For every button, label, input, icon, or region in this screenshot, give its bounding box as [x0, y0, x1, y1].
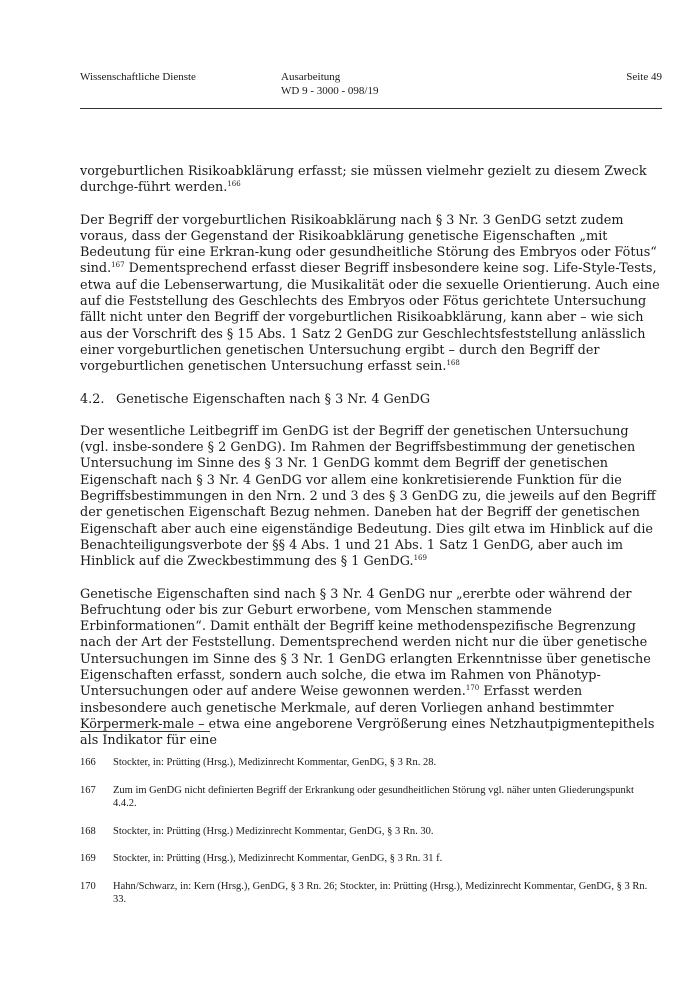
body-paragraph — [80, 164, 660, 197]
body-paragraph — [80, 587, 660, 750]
footnote-text: Hahn/Schwarz, in: Kern (Hrsg.), GenDG, § 3 Rn. 26; Stockter, in: Prütting (Hrsg.), Medizinrecht Kommentar, GenDG, § 3 Rn. 33. — [113, 880, 648, 905]
page-number: Seite 49 — [626, 71, 662, 83]
footnote-number: 167 — [80, 784, 96, 796]
footnote-number: 170 — [80, 880, 96, 892]
section-number: 4.2. — [80, 391, 105, 407]
paragraph-text: Der Begriff der vorgeburtlichen Risikoabklärung nach § 3 Nr. 3 GenDG setzt zudem voraus, dass der Gegenstand der Risikoabklärung genetische Eigenschaften „mit Bedeutung für eine Erkran-kung oder gesundheitliche Störung des Embryos oder Fötus“ sind. — [80, 212, 657, 277]
paragraph-text: Erfasst werden insbesondere auch genetische Merkmale, auf deren Vorliegen anhand bestimmter Körpermerk-male – etwa eine angeborene Vergrößerung eines Netzhautpigmentepithels als Indikator für eine — [80, 684, 655, 749]
footnote-item — [80, 880, 660, 907]
paragraph-text: vorgeburtlichen Risikoabklärung erfasst; sie müssen vielmehr gezielt zu diesem Zweck durchge-führt werden. — [80, 164, 647, 196]
footnote-item — [80, 756, 660, 770]
footnote-ref[interactable]: 170 — [465, 684, 480, 693]
paragraph-text: Genetische Eigenschaften sind nach § 3 Nr. 4 GenDG nur „ererbte oder während der Befruchtung oder bis zur Geburt erworbene, vom Menschen stammende Erbinformationen“. Damit enthält der Begriff keine methodenspezifische Begrenzung nach der Art der Feststellung. Dementsprechend werden nicht nur die über genetische Untersuchungen im Sinne des § 3 Nr. 1 GenDG erlangten Erkenntnisse über genetische Eigenschaften erfasst, sondern auch solche, die etwa im Rahmen von Phänotyp-Untersuchungen oder auf andere Weise gewonnen werden. — [80, 586, 651, 700]
footnote-ref[interactable]: 168 — [446, 359, 460, 368]
footnote-divider — [80, 731, 210, 732]
footnote-item — [80, 784, 660, 811]
footnote-ref[interactable]: 166 — [227, 180, 241, 189]
paragraph-text: Dementsprechend erfasst dieser Begriff insbesondere keine sog. Life-Style-Tests, etwa auf die Lebenserwartung, die Musikalität oder die sexuelle Orientierung. Auch eine auf die Feststellung des Geschlechts des Embryos oder Fötus gerichtete Untersuchung fällt nicht unter den Begriff der vorgeburtlichen Risikoabklärung, kann aber – wie sich aus der Vorschrift des § 15 Abs. 1 Satz 2 GenDG zur Geschlechtsfeststellung anlässlich einer vorgeburtlichen genetischen Untersuchung ergibt – durch den Begriff der vorgeburtlichen genetischen Untersuchung erfasst sein. — [80, 261, 660, 375]
body-paragraph — [80, 213, 660, 376]
footnote-ref[interactable]: 167 — [111, 261, 125, 270]
paragraph-text: Der wesentliche Leitbegriff im GenDG ist der Begriff der genetischen Untersuchung (vgl. insbe-sondere § 2 GenDG). Im Rahmen der Begriffsbestimmung der genetischen Untersuchung im Sinne des § 3 Nr. 1 GenDG kommt dem Begriff der genetischen Eigenschaft nach § 3 Nr. 4 GenDG vor allem eine konkretisierende Funktion für die Begriffsbestimmungen in den Nrn. 2 und 3 des § 3 GenDG zu, die jeweils auf den Begriff der genetischen Eigenschaft Bezug nehmen. Daneben hat der Begriff der genetischen Eigenschaft aber auch eine eigenständige Bedeutung. Dies gilt etwa im Hinblick auf die Benachteiligungsverbote der §§ 4 Abs. 1 und 21 Abs. 1 Satz 1 GenDG, aber auch im Hinblick auf die Zweckbestimmung des § 1 GenDG. — [80, 423, 656, 570]
document-body — [80, 164, 660, 766]
footnote-ref[interactable]: 169 — [413, 554, 427, 563]
footnote-text: Zum im GenDG nicht definierten Begriff der Erkrankung oder gesundheitlichen Störung vgl. näher unten Gliederungspunkt 4.4.2. — [113, 784, 634, 809]
footnote-number: 168 — [80, 825, 96, 837]
header-divider — [80, 108, 662, 109]
section-title: Genetische Eigenschaften nach § 3 Nr. 4 GenDG — [116, 391, 431, 407]
footnote-number: 169 — [80, 853, 96, 864]
section-heading — [80, 392, 660, 408]
header-document-type — [281, 70, 378, 98]
footnote-text: Stockter, in: Prütting (Hrsg.), Medizinrecht Kommentar, GenDG, § 3 Rn. 28. — [113, 757, 437, 768]
header-doc-type-label: Ausarbeitung — [281, 71, 341, 83]
footnotes — [80, 756, 660, 921]
footnote-number: 166 — [80, 757, 96, 768]
footnote-item — [80, 852, 660, 866]
footnote-text: Stockter, in: Prütting (Hrsg.) Medizinrecht Kommentar, GenDG, § 3 Rn. 30. — [113, 825, 434, 837]
footnote-item — [80, 825, 660, 839]
body-paragraph — [80, 424, 660, 571]
footnote-text: Stockter, in: Prütting (Hrsg.), Medizinrecht Kommentar, GenDG, § 3 Rn. 31 f. — [113, 853, 443, 864]
header-doc-number: WD 9 - 3000 - 098/19 — [281, 85, 379, 97]
header-institution: Wissenschaftliche Dienste — [80, 71, 196, 83]
